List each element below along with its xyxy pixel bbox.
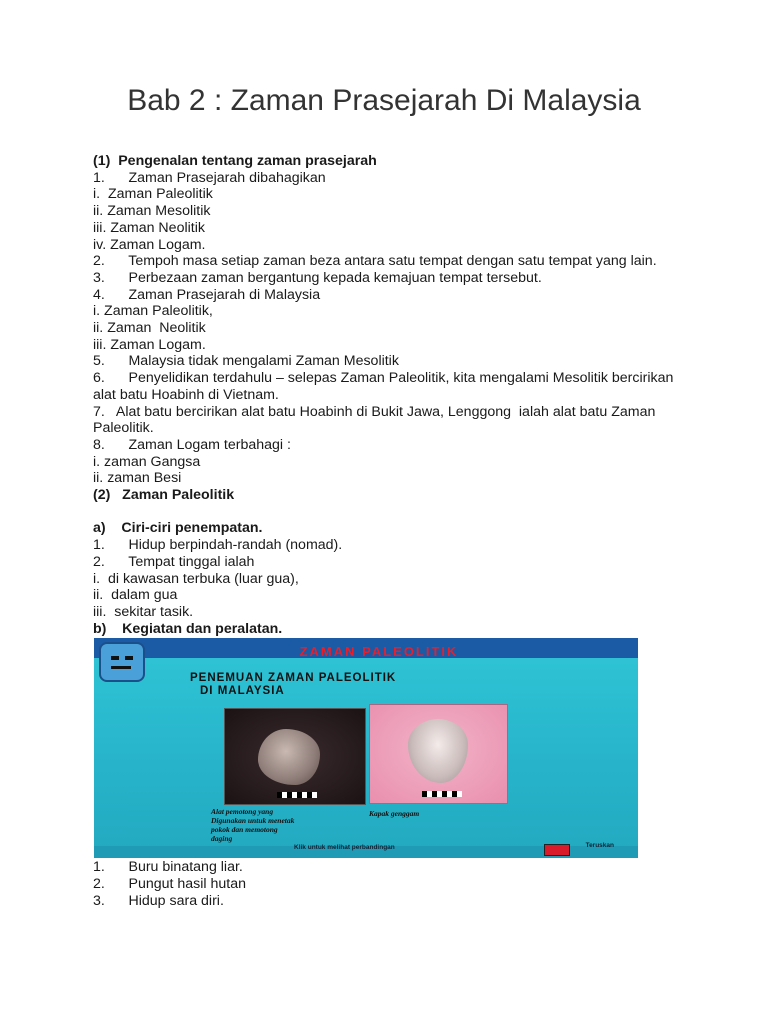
section-heading: a) Ciri-ciri penempatan. [93, 520, 263, 537]
page-title: Bab 2 : Zaman Prasejarah Di Malaysia [127, 84, 641, 117]
text-line: i. Zaman Paleolitik [93, 186, 213, 203]
scale-bar [422, 791, 462, 797]
text-line: 8. Zaman Logam terbahagi : [93, 436, 291, 453]
text-line: iv. Zaman Logam. [93, 236, 206, 253]
text-line: 3. Perbezaan zaman bergantung kepada kemajuan tempat tersebut. [93, 269, 542, 286]
section-heading: b) Kegiatan dan peralatan. [93, 620, 283, 637]
slide-subtitle [190, 672, 520, 698]
section-part1 [93, 153, 683, 637]
text-line: ii. Zaman Mesolitik [93, 203, 211, 220]
text-line: 4. Zaman Prasejarah di Malaysia [93, 286, 321, 303]
text-line: i. zaman Gangsa [93, 453, 201, 470]
caption-left: Alat pemotong yang Digunakan untuk menetak pokok dan memotong daging [211, 807, 295, 844]
text-line: 7. Alat batu bercirikan alat batu Hoabinh di Bukit Jawa, Lenggong ialah alat batu Zaman Paleolitik. [93, 403, 660, 437]
slide-header: ZAMAN PALEOLITIK [299, 644, 459, 660]
stone-tool-icon [258, 729, 320, 785]
slide-subtitle-line1: PENEMUAN ZAMAN PALEOLITIK [190, 672, 397, 685]
smiley-logo-icon [99, 642, 145, 682]
next-button-label: Teruskan [585, 841, 614, 849]
scale-bar [277, 792, 317, 798]
text-line: i. di kawasan terbuka (luar gua), [93, 570, 299, 587]
text-line: 1. Zaman Prasejarah dibahagikan [93, 169, 326, 186]
section-heading: (2) Zaman Paleolitik [93, 487, 235, 504]
text-line: 1. Buru binatang liar. [93, 859, 243, 876]
text-line: iii. Zaman Logam. [93, 336, 206, 353]
slide-bottom-text: Klik untuk melihat perbandingan [294, 843, 395, 851]
text-line: ii. Zaman Neolitik [93, 320, 206, 337]
text-line: 2. Pungut hasil hutan [93, 876, 247, 893]
text-line: 6. Penyelidikan terdahulu – selepas Zaman Paleolitik, kita mengalami Mesolitik bercirikan alat batu Hoabinh di Vietnam. [93, 370, 678, 403]
next-arrow-button [544, 844, 570, 856]
section-part2 [93, 859, 683, 909]
hand-axe-photo-right [369, 704, 508, 804]
text-line: 1. Hidup berpindah-randah (nomad). [93, 537, 343, 554]
section-heading: (1) Pengenalan tentang zaman prasejarah [93, 153, 377, 169]
text-line: 2. Tempoh masa setiap zaman beza antara satu tempat dengan satu tempat yang lain. [93, 253, 657, 270]
text-line: ii. dalam gua [93, 587, 178, 604]
stone-tool-photo-left [224, 708, 366, 805]
caption-right: Kapak genggam [369, 809, 420, 819]
hand-axe-icon [408, 719, 468, 783]
document-body [93, 153, 683, 909]
slide-subtitle-line2: DI MALAYSIA [200, 685, 285, 698]
text-line: iii. Zaman Neolitik [93, 219, 205, 236]
text-line: ii. zaman Besi [93, 470, 182, 487]
text-line: 2. Tempat tinggal ialah [93, 553, 255, 570]
text-line [93, 504, 683, 521]
text-line: 3. Hidup sara diri. [93, 892, 224, 909]
text-line: 5. Malaysia tidak mengalami Zaman Mesolitik [93, 353, 399, 370]
text-line: iii. sekitar tasik. [93, 603, 194, 620]
slide-image [94, 638, 638, 858]
text-line: i. Zaman Paleolitik, [93, 303, 213, 320]
